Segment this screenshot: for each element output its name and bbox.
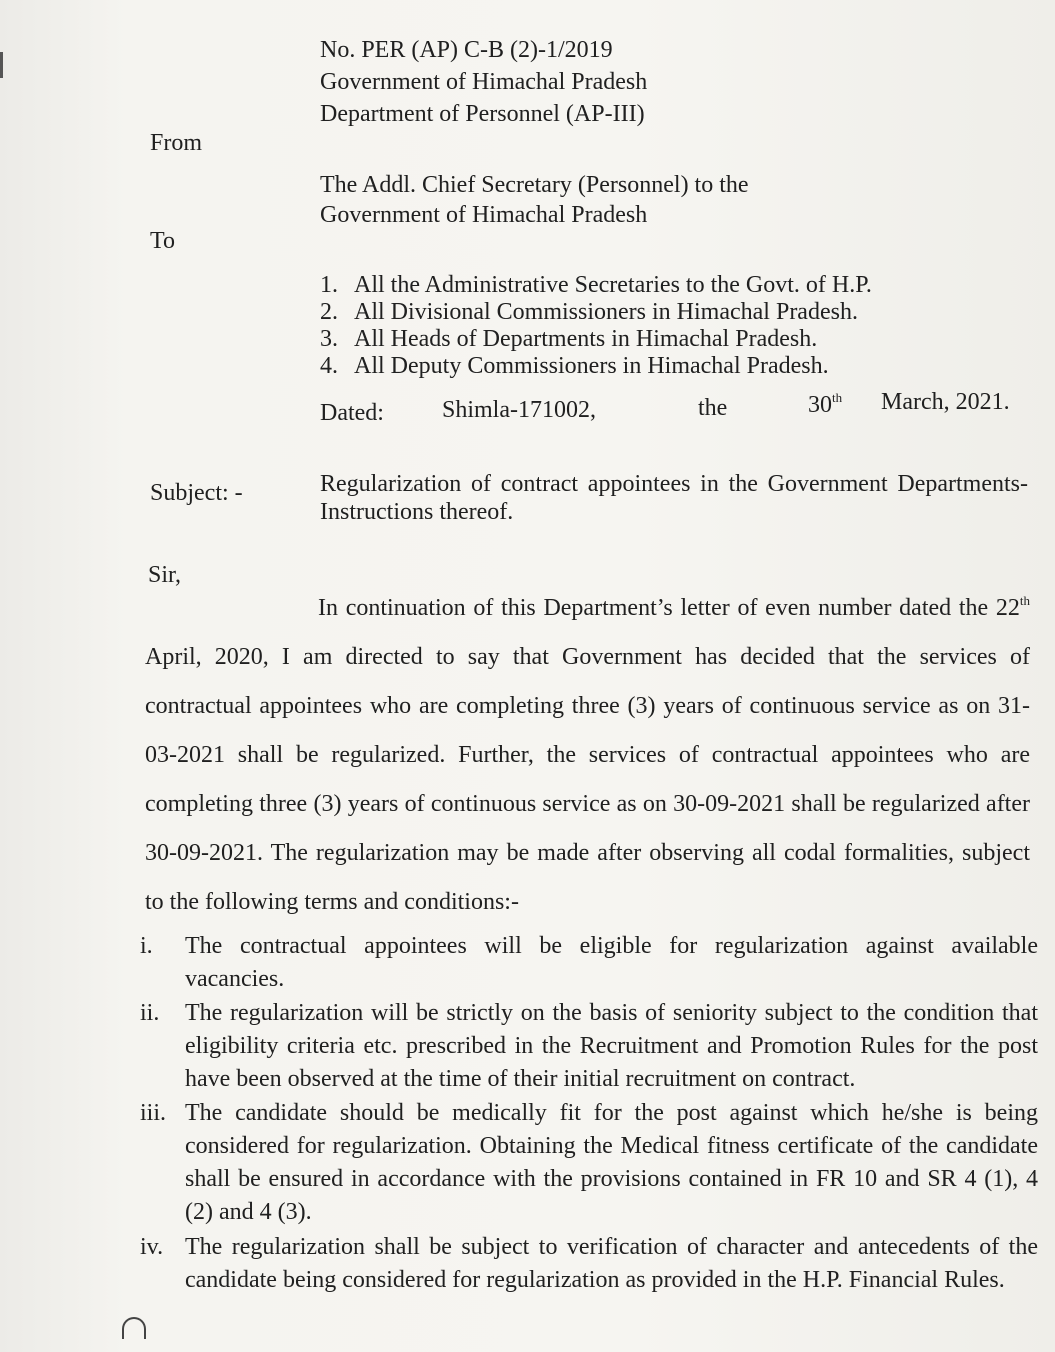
body-paragraph: In continuation of this Department’s letter of even number dated the 22th April, 2020, I am directed to say that Government has decided that the services of contractual appointees who are completing three (3) years of continuous service as on 31-03-2021 shall be regularized. Further, the services of contractual appointees who are completing three (3) years of continuous service as on 30-09-2021 shall be regularized after 30-09-2021. The regularization may be made after observing all codal formalities, subject to the following terms and conditions:- [145,593,1030,915]
arch-mark-icon [122,1317,146,1339]
dated-place: Shimla-171002, [442,397,596,423]
sender-block [320,170,749,230]
subject-text: Regularization of contract appointees in the Government Departments-Instructions thereof. [320,471,1028,525]
sender-line-2: Government of Himachal Pradesh [320,202,648,228]
file-number: No. PER (AP) C-B (2)-1/2019 [320,37,613,63]
to-label: To [150,228,175,254]
recipient-list [320,272,872,380]
recipient-item: 2. All Divisional Commissioners in Himachal Pradesh. [320,299,858,325]
condition-item: iii. The candidate should be medically fit for the post against which he/she is being considered for regularization. Obtaining the Medical fitness certificate of the candidate shall be ensured in accordance with the provisions contained in FR 10 and SR 4 (1), 4 (2) and 4 (3). [140,1100,1038,1225]
dated-the: the [698,395,728,421]
condition-item: ii. The regularization will be strictly on the basis of seniority subject to the condition that eligibility criteria etc. prescribed in the Recruitment and Promotion Rules for the post have been observed at the time of their initial recruitment on contract. [140,1000,1038,1092]
scan-edge-mark [0,52,3,78]
dated-month-year: March, 2021. [881,389,1010,415]
condition-item: i. The contractual appointees will be eligible for regularization against available vacancies. [140,933,1038,992]
dated-day: 30th [808,390,843,418]
department-name: Department of Personnel (AP-III) [320,101,645,127]
recipient-item: 1. All the Administrative Secretaries to the Govt. of H.P. [320,272,872,298]
condition-item: iv. The regularization shall be subject to verification of character and antecedents of the candidate being considered for regularization as provided in the H.P. Financial Rules. [140,1234,1038,1293]
salutation: Sir, [148,562,182,588]
government-name: Government of Himachal Pradesh [320,69,648,95]
subject-label: Subject: - [150,480,243,506]
recipient-item: 4. All Deputy Commissioners in Himachal Pradesh. [320,353,829,379]
header-block [320,34,647,130]
sender-line-1: The Addl. Chief Secretary (Personnel) to the [320,172,749,198]
recipient-item: 3. All Heads of Departments in Himachal Pradesh. [320,326,818,352]
dated-label: Dated: [320,400,384,426]
from-label: From [150,130,203,156]
